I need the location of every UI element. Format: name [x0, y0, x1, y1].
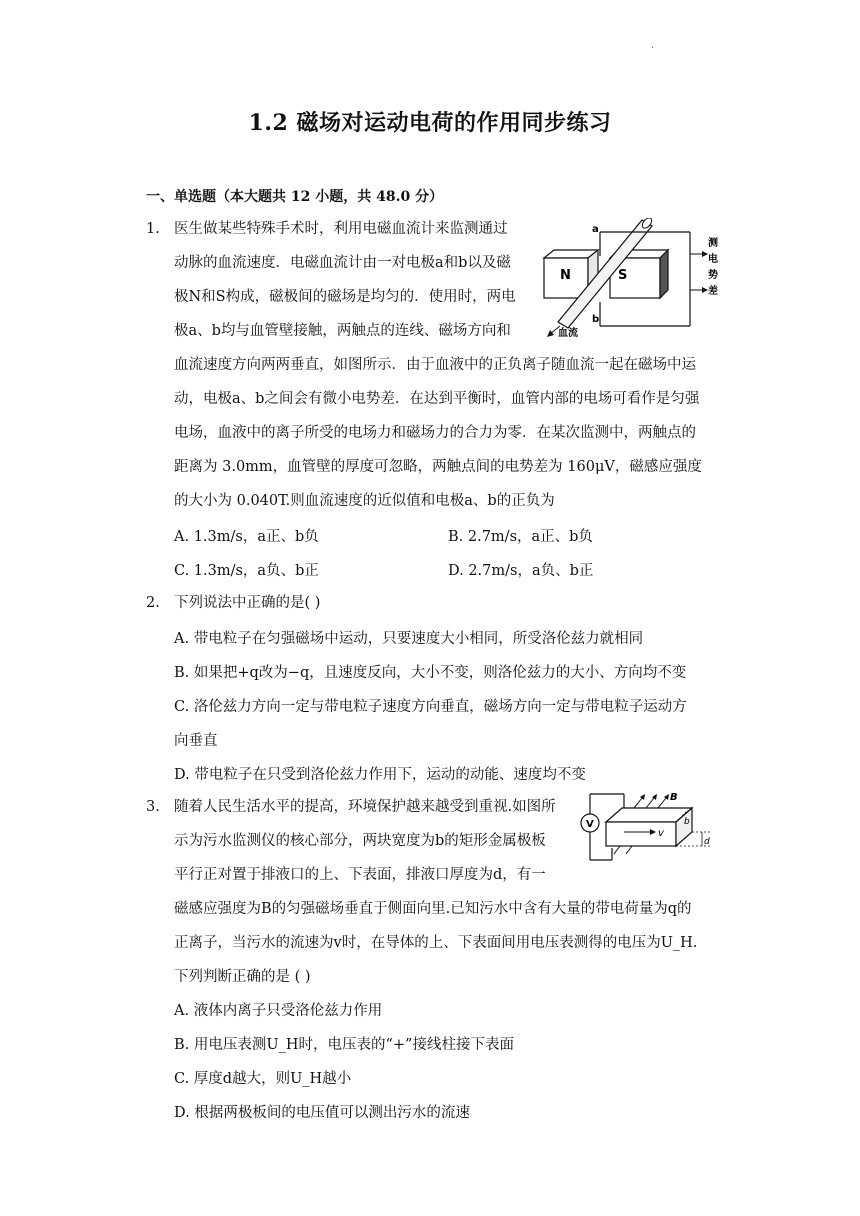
q1-line-9: 的大小为 0.040T.则血流速度的近似值和电极a、b的正负为 — [174, 493, 555, 509]
q2-number: 2. — [146, 595, 160, 611]
q1-line-5: 血流速度方向两两垂直，如图所示．由于血液中的正负离子随血流一起在磁场中运 — [174, 357, 696, 373]
fig1-side-label-2: 电 — [708, 254, 718, 265]
fig1-label-n: N — [560, 268, 571, 283]
fig1-flow-label: 血流 — [558, 328, 578, 339]
blood-flow-meter-figure — [538, 218, 724, 340]
fig1-side-label-4: 差 — [708, 286, 718, 297]
q3-option-c: C. 厚度d越大，则U_H越小 — [174, 1071, 352, 1087]
fig1-label-s: S — [618, 268, 628, 283]
fig1-side-label-1: 测 — [708, 238, 718, 249]
q1-option-d: D. 2.7m/s，a负、b正 — [448, 563, 594, 579]
q1-number: 1. — [146, 221, 160, 237]
q2-stem: 下列说法中正确的是( ) — [174, 595, 321, 611]
q3-number: 3. — [146, 799, 160, 815]
q1-line-1: 医生做某些特殊手术时，利用电磁血流计来监测通过 — [174, 221, 508, 237]
q3-line-5: 正离子，当污水的流速为v时，在导体的上、下表面间用电压表测得的电压为U_H. — [174, 935, 698, 951]
q3-line-3: 平行正对置于排液口的上、下表面，排液口厚度为d，有一 — [174, 867, 546, 883]
q3-option-b: B. 用电压表测U_H时，电压表的“+”接线柱接下表面 — [174, 1037, 514, 1053]
fig3-voltmeter-label: V — [586, 819, 594, 830]
q3-line-2: 示为污水监测仪的核心部分，两块宽度为b的矩形金属极板 — [174, 833, 546, 849]
fig1-label-a: a — [592, 224, 599, 235]
q2-option-c-line-1: C. 洛伦兹力方向一定与带电粒子速度方向垂直，磁场方向一定与带电粒子运动方 — [174, 699, 687, 715]
q1-line-8: 距离为 3.0mm，血管壁的厚度可忽略，两触点间的电势差为 160μV，磁感应强度 — [174, 459, 702, 475]
q3-line-6: 下列判断正确的是 ( ) — [174, 969, 311, 985]
q3-option-a: A. 液体内离子只受洛伦兹力作用 — [174, 1003, 383, 1019]
q2-option-c-line-2: 向垂直 — [174, 733, 218, 749]
q1-option-c: C. 1.3m/s，a负、b正 — [174, 563, 319, 579]
fig3-label-b: b — [684, 817, 690, 827]
section-heading: 一、单选题（本大题共 12 小题，共 48.0 分） — [146, 189, 444, 205]
q3-option-d: D. 根据两极板间的电压值可以测出污水的流速 — [174, 1105, 470, 1121]
fig3-label-b-field: B — [670, 792, 678, 803]
q3-line-4: 磁感应强度为B的匀强磁场垂直于侧面向里.已知污水中含有大量的带电荷量为q的 — [174, 901, 692, 917]
header-mark: . — [651, 40, 655, 51]
q1-line-6: 动，电极a、b之间会有微小电势差．在达到平衡时，血管内部的电场可看作是匀强 — [174, 391, 700, 407]
q1-line-2: 动脉的血流速度．电磁血流计由一对电极a和b以及磁 — [174, 255, 511, 271]
q3-line-1: 随着人民生活水平的提高，环境保护越来越受到重视.如图所 — [174, 799, 556, 815]
fig3-label-d: d — [704, 837, 710, 847]
q1-line-4: 极a、b均与血管壁接触，两触点的连线、磁场方向和 — [174, 323, 511, 339]
fig3-label-v: v — [658, 828, 664, 839]
q1-line-3: 极N和S构成，磁极间的磁场是均匀的．使用时，两电 — [174, 289, 516, 305]
fig1-label-b: b — [592, 314, 600, 325]
fig1-side-label-3: 势 — [708, 270, 718, 281]
q2-option-b: B. 如果把+q改为−q，且速度反向，大小不变，则洛伦兹力的大小、方向均不变 — [174, 665, 687, 681]
q2-option-d: D. 带电粒子在只受到洛伦兹力作用下，运动的动能、速度均不变 — [174, 767, 586, 783]
q1-option-a: A. 1.3m/s，a正、b负 — [174, 529, 319, 545]
sewage-monitor-figure — [578, 790, 716, 870]
q1-line-7: 电场，血液中的离子所受的电场力和磁场力的合力为零．在某次监测中，两触点的 — [174, 425, 696, 441]
page-title: 1.2 磁场对运动电荷的作用同步练习 — [248, 110, 612, 136]
q2-option-a: A. 带电粒子在匀强磁场中运动，只要速度大小相同，所受洛伦兹力就相同 — [174, 631, 644, 647]
q1-option-b: B. 2.7m/s，a正、b负 — [448, 529, 593, 545]
